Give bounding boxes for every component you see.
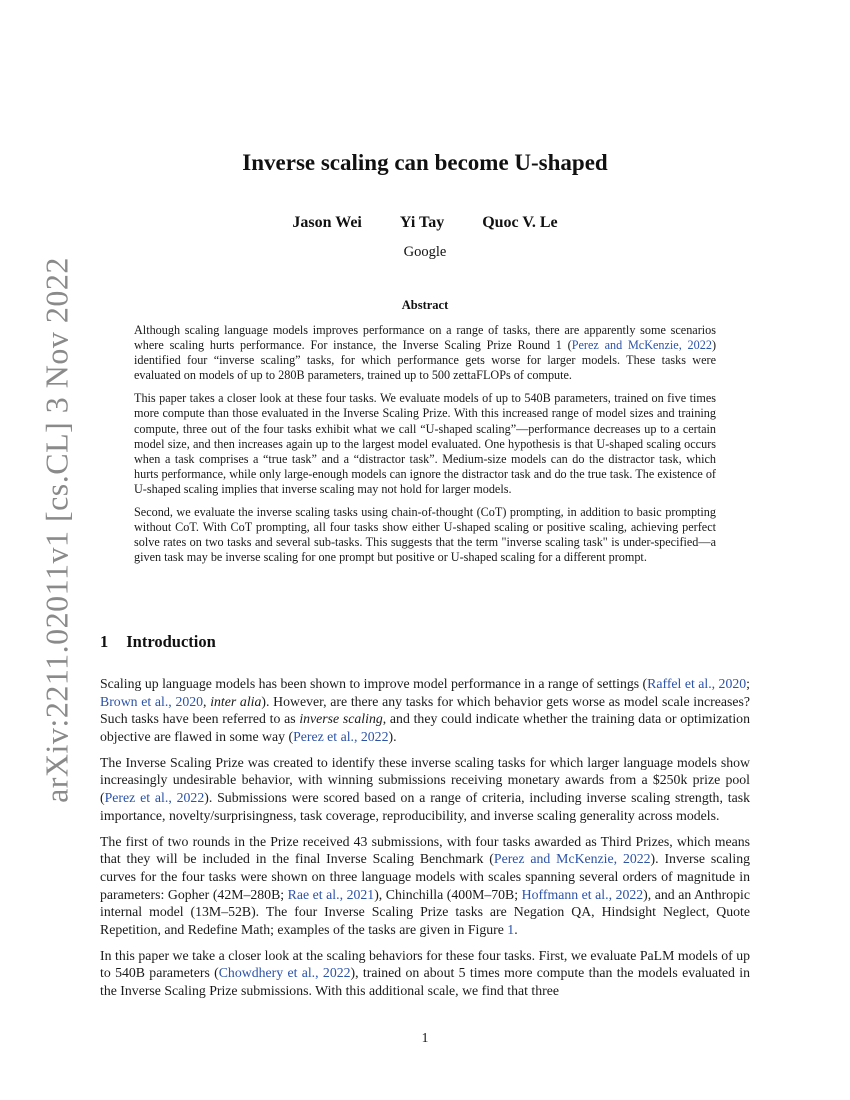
figure-reference-link[interactable]: 1 (507, 921, 515, 937)
citation-link[interactable]: Chowdhery et al., 2022 (218, 965, 351, 981)
citation-link[interactable]: Raffel et al., 2020 (647, 676, 747, 691)
body-paragraph: The Inverse Scaling Prize was created to identify these inverse scaling tasks for which larger language models show increasingly undesirable behavior, with winning submissions receiving monetary awards from a $250k prize pool (Perez et al., 2022). Submissions were scored based on a range of criteria, including inverse scaling strength, task importance, novelty/surprisingness, task coverage, reproducibility, and inverse scaling generality across models. (100, 754, 750, 823)
abstract-body (134, 323, 716, 573)
arxiv-identifier: arXiv:2211.02011v1 [cs.CL] 3 Nov 2022 (38, 257, 75, 803)
citation-link[interactable]: Perez and McKenzie, 2022 (571, 338, 712, 353)
section-number: 1 (100, 632, 109, 651)
citation-link[interactable]: Hoffmann et al., 2022 (521, 886, 644, 902)
author-list (0, 214, 850, 232)
author-name: Jason Wei (292, 214, 362, 231)
paper-title: Inverse scaling can become U-shaped (242, 150, 608, 175)
author-name: Yi Tay (399, 214, 445, 231)
body-paragraph: The first of two rounds in the Prize received 43 submissions, with four tasks awarded as Third Prizes, which means that they will be included in the final Inverse Scaling Benchmark (Perez and McKenzie, 2022). Inverse scaling curves for the four tasks were shown on three language models with scales spanning several orders of magnitude in parameters: Gopher (42M–280B; Rae et al., 2021), Chinchilla (400M–70B; Hoffmann et al., 2022), and an Anthropic internal model (13M–52B). The four Inverse Scaling Prize tasks are Negation QA, Hindsight Neglect, Quote Repetition, and Redefine Math; examples of the tasks are given in Figure 1. (100, 833, 750, 937)
body-paragraph: In this paper we take a closer look at the scaling behaviors for these four tasks. First, we evaluate PaLM models of up to 540B parameters (Chowdhery et al., 2022), trained on about 5 times more compute than the models evaluated in the Inverse Scaling Prize submissions. With this additional scale, we find that three (100, 947, 750, 998)
citation-link[interactable]: Perez et al., 2022 (293, 728, 389, 744)
citation-link[interactable]: Perez et al., 2022 (104, 790, 205, 806)
body-paragraph: Scaling up language models has been shown to improve model performance in a range of settings (Raffel et al., 2020; Brown et al., 2020, inter alia). However, are there any tasks for which behavior gets worse as model scale increases? Such tasks have been referred to as inverse scaling, and they could indicate whether the training data or optimization objective are flawed in some way (Perez et al., 2022). (100, 676, 750, 744)
abstract-paragraph: Second, we evaluate the inverse scaling tasks using chain-of-thought (CoT) prompting, in addition to basic prompting without CoT. With CoT prompting, all four tasks show either U-shaped scaling or positive scaling, achieving perfect solve rates on two tasks and several sub-tasks. This suggests that the term "inverse scaling task" is under-specified—a given task may be inverse scaling for one prompt but positive or U-shaped scaling for a different prompt. (134, 505, 716, 565)
page-number: 1 (421, 1030, 429, 1045)
abstract-paragraph: Although scaling language models improves performance on a range of tasks, there are apparently some scenarios where scaling hurts performance. For instance, the Inverse Scaling Prize Round 1 (Perez and McKenzie, 2022) identified four “inverse scaling” tasks, for which performance gets worse for larger models. These tasks were evaluated on models of up to 280B parameters, trained up to 500 zettaFLOPs of compute. (134, 323, 716, 383)
citation-link[interactable]: Perez and McKenzie, 2022 (493, 851, 651, 867)
introduction-body (100, 675, 750, 1008)
section-heading (100, 632, 216, 652)
abstract-paragraph: This paper takes a closer look at these four tasks. We evaluate models of up to 540B parameters, trained on five times more compute than those evaluated in the Inverse Scaling Prize. With this increased range of model sizes and training compute, three out of the four tasks exhibit what we call “U-shaped scaling”—performance decreases up to a certain model size, and then increases again up to the largest model evaluated. One hypothesis is that U-shaped scaling occurs when a task comprises a “true task” and a “distractor task”. Medium-size models can do the distractor task, which hurts performance, while only large-enough models can ignore the distractor task and do the true task. The existence of U-shaped scaling implies that inverse scaling may not hold for larger models. (134, 391, 716, 496)
section-title: Introduction (126, 632, 216, 651)
citation-link[interactable]: Brown et al., 2020 (100, 693, 204, 709)
abstract-heading: Abstract (401, 298, 449, 312)
author-affiliation: Google (403, 244, 447, 260)
citation-link[interactable]: Rae et al., 2021 (287, 886, 375, 902)
author-name: Quoc V. Le (482, 214, 558, 231)
